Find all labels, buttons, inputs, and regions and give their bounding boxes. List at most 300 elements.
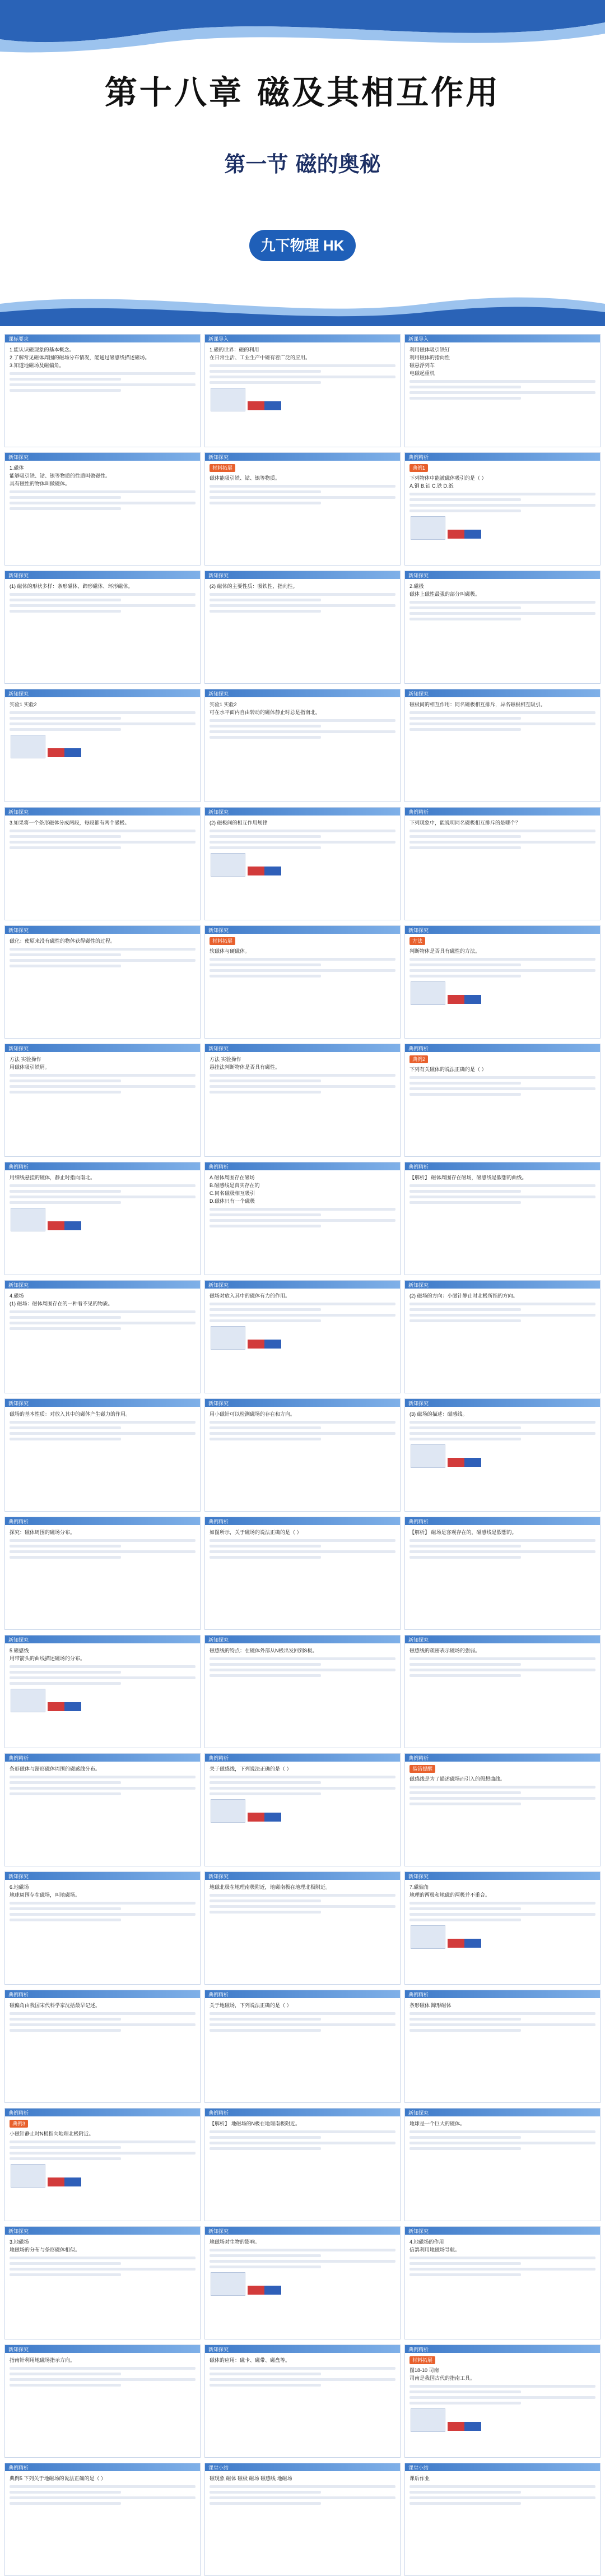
text-placeholder-line bbox=[10, 1550, 196, 1553]
text-placeholder-line bbox=[10, 2373, 121, 2375]
bar-magnet-icon bbox=[248, 1813, 281, 1822]
slide-thumbnail bbox=[204, 452, 401, 566]
text-placeholder-line bbox=[210, 2378, 395, 2381]
illustration-image bbox=[411, 2408, 445, 2432]
slide-body bbox=[5, 2235, 200, 2282]
text-placeholder-line bbox=[409, 1082, 521, 1085]
text-placeholder-line bbox=[10, 711, 196, 714]
slide-body bbox=[405, 1643, 600, 1683]
slide-body bbox=[5, 1762, 200, 1801]
text-placeholder-line bbox=[10, 1201, 121, 1204]
text-placeholder-line bbox=[409, 2385, 595, 2388]
slide-header-label: 新知探究 bbox=[408, 927, 429, 933]
slide-text-line: 4.地磁场的作用 bbox=[409, 2239, 444, 2245]
slide-text-line: 磁场的基本性质：对放入其中的磁体产生磁力的作用。 bbox=[10, 1411, 131, 1417]
slide-text-line: 磁感线的疏密表示磁场的强弱。 bbox=[409, 1648, 481, 1653]
text-placeholder-line bbox=[210, 835, 321, 838]
slide-thumbnail bbox=[404, 689, 601, 802]
text-placeholder-line bbox=[10, 1671, 121, 1674]
slide-header-bar bbox=[205, 926, 400, 934]
slide-thumbnail bbox=[204, 1990, 401, 2103]
slide-body bbox=[205, 934, 400, 984]
slide-body bbox=[205, 1643, 400, 1683]
text-placeholder-line bbox=[10, 502, 196, 504]
slide-thumbnail bbox=[404, 2226, 601, 2339]
slide-body bbox=[5, 1880, 200, 1928]
slide-tag: 方法 bbox=[409, 937, 425, 945]
text-placeholder-line bbox=[10, 953, 121, 956]
slide-text-line: (2) 磁场的方向：小磁针静止时北极所指的方向。 bbox=[409, 1293, 518, 1299]
text-placeholder-line bbox=[210, 1787, 395, 1790]
text-placeholder-line bbox=[10, 1079, 121, 1082]
text-placeholder-line bbox=[409, 728, 521, 731]
text-placeholder-line bbox=[409, 2485, 595, 2488]
text-placeholder-line bbox=[210, 730, 395, 733]
slide-thumbnail bbox=[4, 2226, 201, 2339]
text-placeholder-line bbox=[409, 1438, 521, 1440]
slide-header-label: 新知探究 bbox=[408, 2110, 429, 2116]
text-placeholder-line bbox=[210, 1314, 395, 1317]
slide-text-line: 方法 实验操作 bbox=[210, 1057, 241, 1062]
text-placeholder-line bbox=[210, 736, 321, 739]
text-placeholder-line bbox=[10, 1545, 121, 1548]
text-placeholder-line bbox=[409, 1545, 521, 1548]
slide-body bbox=[405, 1525, 600, 1565]
slide-header-bar bbox=[205, 2109, 400, 2116]
slide-header-label: 新知探究 bbox=[408, 1282, 429, 1288]
text-placeholder-line bbox=[210, 2502, 321, 2505]
slide-header-label: 典例精析 bbox=[408, 1991, 429, 1998]
text-placeholder-line bbox=[210, 610, 321, 613]
slide-text-line: D.磁体只有一个磁极 bbox=[210, 1198, 255, 1204]
slide-header-bar bbox=[205, 335, 400, 342]
text-placeholder-line bbox=[210, 364, 395, 367]
text-placeholder-line bbox=[10, 593, 196, 596]
slide-header-label: 课堂小结 bbox=[408, 2464, 429, 2471]
slide-text-line: 可在水平面内自由转动的磁体静止时总是指南北。 bbox=[210, 710, 321, 715]
slide-body bbox=[405, 1762, 600, 1811]
slide-header-bar bbox=[405, 1636, 600, 1643]
text-placeholder-line bbox=[10, 965, 121, 967]
text-placeholder-line bbox=[10, 2023, 196, 2026]
slide-header-bar bbox=[205, 1517, 400, 1525]
slide-thumbnail bbox=[204, 1398, 401, 1512]
bar-magnet-icon bbox=[48, 748, 81, 757]
slide-header-label: 典例精析 bbox=[408, 1045, 429, 1051]
slide-header-label: 新知探究 bbox=[8, 2346, 29, 2352]
slide-body bbox=[5, 934, 200, 974]
slide-header-bar bbox=[205, 689, 400, 697]
text-placeholder-line bbox=[409, 493, 595, 495]
slide-thumbnail bbox=[404, 1635, 601, 1748]
text-placeholder-line bbox=[409, 722, 595, 725]
text-placeholder-line bbox=[409, 2396, 595, 2399]
text-placeholder-line bbox=[10, 383, 196, 386]
text-placeholder-line bbox=[10, 1682, 121, 1685]
slide-text-line: 能够吸引铁、钴、镍等物质的性质叫做磁性。 bbox=[10, 473, 111, 479]
slide-thumbnail bbox=[4, 1044, 201, 1157]
slide-body bbox=[5, 816, 200, 855]
text-placeholder-line bbox=[210, 1657, 395, 1660]
slide-header-bar bbox=[5, 2109, 200, 2116]
illustration-image bbox=[211, 2272, 245, 2296]
text-placeholder-line bbox=[409, 391, 595, 394]
slide-thumbnail bbox=[204, 2108, 401, 2221]
slide-body bbox=[5, 2353, 200, 2393]
text-placeholder-line bbox=[409, 1196, 595, 1198]
text-placeholder-line bbox=[210, 1438, 321, 1440]
slide-header-bar bbox=[205, 2227, 400, 2235]
slide-body bbox=[405, 1289, 600, 1328]
slide-text-line: 具有磁性的物体叫做磁体。 bbox=[10, 481, 71, 487]
slide-text-line: 下列有关磁体的说法正确的是（ ） bbox=[409, 1067, 487, 1072]
slide-thumbnail bbox=[204, 1044, 401, 1157]
bar-magnet-icon bbox=[448, 2422, 481, 2431]
text-placeholder-line bbox=[409, 2018, 521, 2021]
slide-text-line: (2) 磁体的主要性质：吸铁性、指向性。 bbox=[210, 583, 298, 589]
slide-header-bar bbox=[205, 453, 400, 461]
text-placeholder-line bbox=[409, 2023, 595, 2026]
text-placeholder-line bbox=[10, 1781, 121, 1784]
slide-header-label: 新知探究 bbox=[208, 2346, 229, 2352]
slide-header-label: 典例精析 bbox=[8, 2464, 29, 2471]
slide-header-label: 典例精析 bbox=[8, 2110, 29, 2116]
slide-header-label: 新知探究 bbox=[208, 1045, 229, 1051]
slide-header-bar bbox=[405, 926, 600, 934]
slide-text-line: 小磁针静止时N极指向地理北极附近。 bbox=[10, 2131, 94, 2137]
text-placeholder-line bbox=[210, 725, 321, 728]
text-placeholder-line bbox=[10, 599, 121, 601]
text-placeholder-line bbox=[409, 498, 521, 501]
slide-text-line: 地磁北极在地理南极附近，地磁南极在地理北极附近。 bbox=[210, 1884, 331, 1890]
slide-body bbox=[405, 1052, 600, 1102]
slide-body bbox=[5, 579, 200, 619]
slide-body bbox=[405, 2471, 600, 2511]
slide-header-label: 新知探究 bbox=[208, 572, 229, 578]
illustration-image bbox=[11, 2164, 45, 2188]
slide-header-label: 新知探究 bbox=[8, 1873, 29, 1879]
text-placeholder-line bbox=[210, 2260, 395, 2263]
text-placeholder-line bbox=[10, 610, 121, 613]
bar-magnet-icon bbox=[448, 530, 481, 539]
text-placeholder-line bbox=[409, 1539, 595, 1542]
slide-header-label: 典例精析 bbox=[408, 1518, 429, 1525]
slide-header-label: 典例精析 bbox=[8, 1755, 29, 1761]
text-placeholder-line bbox=[210, 2012, 395, 2015]
slide-body bbox=[405, 579, 600, 627]
text-placeholder-line bbox=[10, 1907, 121, 1910]
text-placeholder-line bbox=[210, 2485, 395, 2488]
text-placeholder-line bbox=[210, 599, 321, 601]
text-placeholder-line bbox=[210, 604, 395, 607]
slide-body bbox=[5, 1052, 200, 1100]
slide-thumbnail bbox=[204, 925, 401, 1039]
text-placeholder-line bbox=[10, 1322, 196, 1324]
text-placeholder-line bbox=[409, 1913, 595, 1916]
text-placeholder-line bbox=[409, 2502, 521, 2505]
slide-body bbox=[205, 1407, 400, 1447]
text-placeholder-line bbox=[10, 1556, 121, 1559]
slide-text-line: 6.地磁场 bbox=[10, 1884, 29, 1890]
text-placeholder-line bbox=[409, 1303, 595, 1305]
text-placeholder-line bbox=[409, 963, 521, 966]
bar-magnet-icon bbox=[248, 867, 281, 875]
slide-body bbox=[5, 697, 200, 765]
text-placeholder-line bbox=[10, 1902, 196, 1905]
slide-body bbox=[205, 342, 400, 418]
text-placeholder-line bbox=[210, 2491, 321, 2494]
text-placeholder-line bbox=[409, 601, 595, 604]
text-placeholder-line bbox=[210, 1545, 321, 1548]
slide-text-line: 关于磁感线，下列说法正确的是（ ） bbox=[210, 1766, 292, 1772]
slide-thumbnail bbox=[4, 334, 201, 447]
slide-header-label: 典例精析 bbox=[208, 1991, 229, 1998]
text-placeholder-line bbox=[10, 846, 121, 849]
text-placeholder-line bbox=[210, 2249, 395, 2251]
slide-header-bar bbox=[205, 571, 400, 579]
slide-thumbnail bbox=[204, 1162, 401, 1275]
text-placeholder-line bbox=[409, 2390, 521, 2393]
slide-text-line: 方法 实验操作 bbox=[10, 1057, 41, 1062]
text-placeholder-line bbox=[409, 1803, 521, 1805]
slide-text-line: 利用磁体的指向性 bbox=[409, 355, 450, 360]
slide-header-bar bbox=[5, 453, 200, 461]
slide-text-line: 磁悬浮列车 bbox=[409, 363, 435, 368]
slide-tag: 典例2 bbox=[409, 1055, 428, 1063]
slide-text-line: 条形磁体 蹄形磁体 bbox=[409, 2003, 452, 2008]
slide-thumbnail bbox=[404, 1044, 601, 1157]
slide-thumbnail bbox=[404, 452, 601, 566]
slide-text-line: 用磁体吸引铁屑。 bbox=[10, 1064, 50, 1070]
slide-text-line: 磁化：使原来没有磁性的物体获得磁性的过程。 bbox=[10, 938, 116, 944]
slide-header-label: 典例精析 bbox=[208, 1518, 229, 1525]
text-placeholder-line bbox=[409, 1669, 595, 1671]
slide-header-bar bbox=[405, 1990, 600, 1998]
slide-header-bar bbox=[405, 1281, 600, 1289]
text-placeholder-line bbox=[409, 711, 595, 714]
slide-text-line: 悬挂法判断物体是否具有磁性。 bbox=[210, 1064, 281, 1070]
text-placeholder-line bbox=[409, 1093, 521, 1096]
text-placeholder-line bbox=[210, 485, 395, 488]
slide-body bbox=[5, 2116, 200, 2194]
slide-thumbnail bbox=[404, 334, 601, 447]
slide-header-bar bbox=[205, 2463, 400, 2471]
text-placeholder-line bbox=[409, 1201, 521, 1204]
text-placeholder-line bbox=[10, 2378, 196, 2381]
slide-header-label: 新知探究 bbox=[408, 1637, 429, 1643]
text-placeholder-line bbox=[210, 1776, 395, 1778]
text-placeholder-line bbox=[210, 2384, 321, 2387]
slide-text-line: 【解析】 地磁场的N极在地理南极附近。 bbox=[210, 2121, 301, 2126]
slide-thumbnail bbox=[404, 1753, 601, 1866]
slide-thumbnail bbox=[204, 1280, 401, 1393]
text-placeholder-line bbox=[210, 1319, 321, 1322]
slide-header-bar bbox=[5, 808, 200, 816]
text-placeholder-line bbox=[409, 2142, 595, 2144]
slide-thumbnail bbox=[4, 1162, 201, 1275]
slide-body bbox=[5, 1289, 200, 1336]
text-placeholder-line bbox=[210, 2373, 321, 2375]
text-placeholder-line bbox=[409, 835, 521, 838]
text-placeholder-line bbox=[409, 2268, 595, 2271]
text-placeholder-line bbox=[10, 2485, 196, 2488]
slide-header-bar bbox=[405, 689, 600, 697]
slide-header-bar bbox=[205, 1162, 400, 1170]
slide-header-label: 典例精析 bbox=[408, 809, 429, 815]
text-placeholder-line bbox=[210, 496, 395, 499]
slide-text-line: 【解析】 磁体周围存在磁场，磁感线是假想的曲线。 bbox=[409, 1175, 527, 1180]
text-placeholder-line bbox=[10, 490, 196, 493]
illustration-image bbox=[11, 1689, 45, 1712]
slide-header-label: 课标要求 bbox=[8, 336, 29, 342]
slide-text-line: 【解析】 磁场是客观存在的，磁感线是假想的。 bbox=[409, 1530, 517, 1535]
slide-text-line: 典例5 下列关于地磁场的说法正确的是（ ） bbox=[10, 2476, 106, 2481]
text-placeholder-line bbox=[409, 1550, 595, 1553]
text-placeholder-line bbox=[409, 2012, 595, 2015]
text-placeholder-line bbox=[409, 1184, 595, 1187]
text-placeholder-line bbox=[210, 1674, 321, 1677]
slide-text-line: 指南针利用地磁场指示方向。 bbox=[10, 2357, 76, 2363]
slide-body bbox=[405, 1880, 600, 1956]
text-placeholder-line bbox=[409, 1791, 521, 1794]
slide-text-line: 7.磁偏角 bbox=[409, 1884, 429, 1890]
slide-header-bar bbox=[5, 1636, 200, 1643]
slide-header-bar bbox=[5, 2463, 200, 2471]
slide-body bbox=[405, 461, 600, 546]
slide-header-label: 典例精析 bbox=[408, 454, 429, 460]
slide-thumbnail bbox=[4, 2345, 201, 2458]
slide-body bbox=[205, 816, 400, 883]
cover bbox=[0, 0, 605, 326]
slide-text-line: 下列现象中，能说明同名磁极相互排斥的是哪个？ bbox=[409, 820, 521, 826]
slide-text-line: 司南是我国古代的指南工具。 bbox=[409, 2375, 476, 2381]
text-placeholder-line bbox=[210, 1556, 321, 1559]
slide-header-bar bbox=[5, 1754, 200, 1762]
slide-text-line: 3.如果将一个条形磁体分成两段，每段都有两个磁极。 bbox=[10, 820, 130, 826]
slide-text-line: 实验1 实验2 bbox=[10, 702, 37, 707]
slide-header-bar bbox=[405, 335, 600, 342]
text-placeholder-line bbox=[10, 830, 196, 832]
text-placeholder-line bbox=[210, 2136, 321, 2139]
slide-thumbnail bbox=[4, 452, 201, 566]
slide-header-bar bbox=[5, 1281, 200, 1289]
slide-header-bar bbox=[205, 2345, 400, 2353]
text-placeholder-line bbox=[210, 2018, 321, 2021]
slide-thumbnail bbox=[204, 2345, 401, 2458]
text-placeholder-line bbox=[210, 2496, 395, 2499]
slide-header-bar bbox=[405, 1872, 600, 1880]
slide-header-bar bbox=[205, 1399, 400, 1407]
slide-text-line: 1.磁的世界：磁的利用 bbox=[210, 347, 259, 353]
text-placeholder-line bbox=[409, 1797, 595, 1800]
text-placeholder-line bbox=[210, 2265, 321, 2268]
slide-thumbnail bbox=[204, 334, 401, 447]
slide-thumbnail bbox=[4, 1990, 201, 2103]
text-placeholder-line bbox=[210, 1225, 321, 1227]
slide-text-line: 磁极间的相互作用：同名磁极相互排斥，异名磁极相互吸引。 bbox=[409, 702, 546, 707]
slide-header-label: 新知探究 bbox=[8, 927, 29, 933]
slide-body bbox=[405, 1170, 600, 1210]
slide-body bbox=[5, 1998, 200, 2038]
slide-thumbnail bbox=[404, 2108, 601, 2221]
illustration-image bbox=[211, 388, 245, 411]
slide-header-label: 新知探究 bbox=[408, 1400, 429, 1406]
slide-header-label: 新知探究 bbox=[8, 1400, 29, 1406]
slide-header-label: 典例精析 bbox=[408, 2346, 429, 2352]
text-placeholder-line bbox=[210, 1426, 321, 1429]
slide-thumbnail bbox=[404, 1990, 601, 2103]
slide-text-line: B.磁感线是真实存在的 bbox=[210, 1183, 260, 1188]
text-placeholder-line bbox=[210, 2147, 321, 2150]
text-placeholder-line bbox=[409, 975, 521, 977]
illustration-image bbox=[411, 1444, 445, 1468]
slide-text-line: 磁场对放入其中的磁体有力的作用。 bbox=[210, 1293, 291, 1299]
slide-body bbox=[205, 1052, 400, 1100]
slide-thumbnail bbox=[204, 689, 401, 802]
slide-body bbox=[205, 1998, 400, 2038]
slide-text-line: 地磁场的分布与条形磁体相似。 bbox=[10, 2247, 81, 2253]
slide-body bbox=[205, 579, 400, 619]
text-placeholder-line bbox=[210, 958, 395, 961]
text-placeholder-line bbox=[409, 618, 521, 620]
text-placeholder-line bbox=[10, 2367, 196, 2370]
text-placeholder-line bbox=[409, 841, 595, 844]
slide-tag: 典例1 bbox=[409, 464, 428, 472]
text-placeholder-line bbox=[10, 1085, 196, 1088]
text-placeholder-line bbox=[210, 1079, 321, 1082]
text-placeholder-line bbox=[210, 846, 321, 849]
slide-text-line: (1) 磁场：磁体周围存在的一种看不见的物质。 bbox=[10, 1301, 113, 1306]
slide-body bbox=[405, 2353, 600, 2439]
text-placeholder-line bbox=[210, 1792, 321, 1795]
slide-body bbox=[5, 1407, 200, 1447]
text-placeholder-line bbox=[210, 1074, 395, 1077]
text-placeholder-line bbox=[10, 378, 121, 381]
text-placeholder-line bbox=[210, 1213, 321, 1216]
slide-header-label: 新知探究 bbox=[8, 1045, 29, 1051]
slide-thumbnail bbox=[204, 2463, 401, 2576]
text-placeholder-line bbox=[10, 1776, 196, 1778]
slide-thumbnail bbox=[404, 2463, 601, 2576]
text-placeholder-line bbox=[10, 1432, 196, 1435]
text-placeholder-line bbox=[10, 1310, 196, 1313]
slide-body bbox=[205, 2471, 400, 2511]
slide-text-line: 图18-10 司南 bbox=[409, 2367, 439, 2373]
slide-header-bar bbox=[405, 1399, 600, 1407]
slide-body bbox=[205, 1289, 400, 1356]
slide-header-bar bbox=[5, 335, 200, 342]
slide-header-label: 典例精析 bbox=[208, 2110, 229, 2116]
bottom-wave-decoration bbox=[0, 287, 605, 326]
slide-thumbnail bbox=[4, 1871, 201, 1985]
text-placeholder-line bbox=[10, 2262, 121, 2265]
slide-header-bar bbox=[5, 1162, 200, 1170]
text-placeholder-line bbox=[409, 1314, 595, 1317]
slide-header-label: 课堂小结 bbox=[208, 2464, 229, 2471]
slide-body bbox=[405, 816, 600, 855]
slide-header-bar bbox=[405, 1162, 600, 1170]
text-placeholder-line bbox=[210, 963, 321, 966]
slide-header-label: 典例精析 bbox=[208, 1755, 229, 1761]
text-placeholder-line bbox=[10, 2257, 196, 2259]
slide-thumbnail bbox=[4, 1398, 201, 1512]
text-placeholder-line bbox=[409, 1087, 595, 1090]
slide-text-line: 1.磁体 bbox=[10, 465, 24, 471]
slide-text-line: 地球是一个巨大的磁体。 bbox=[409, 2121, 466, 2126]
slide-text-line: 关于地磁场，下列说法正确的是（ ） bbox=[210, 2003, 292, 2008]
slide-header-bar bbox=[405, 2227, 600, 2235]
slide-header-label: 新知探究 bbox=[208, 1637, 229, 1643]
